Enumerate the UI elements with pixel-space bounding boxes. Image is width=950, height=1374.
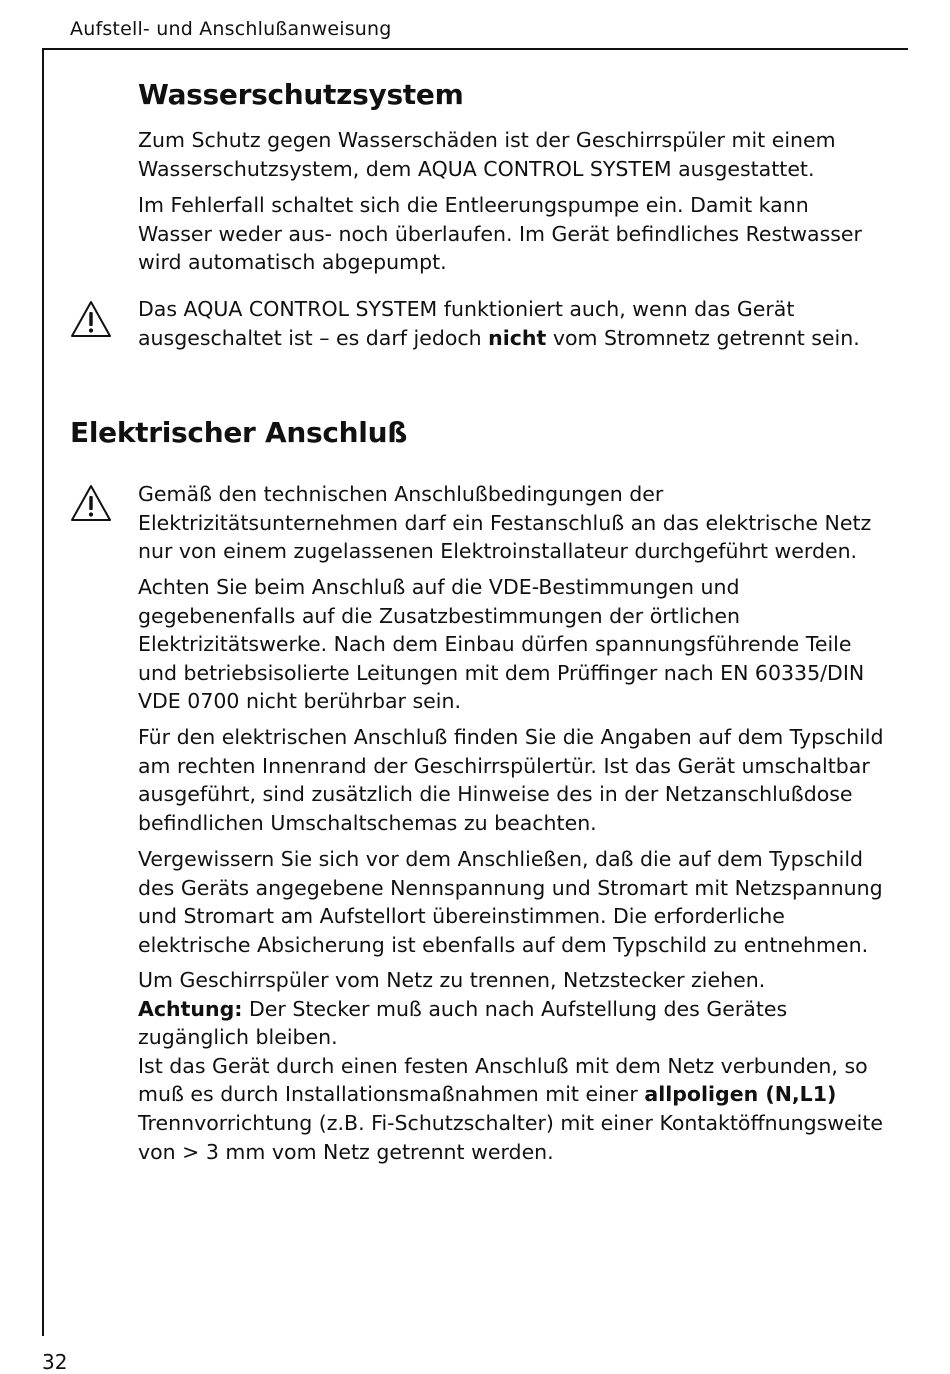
margin-rule [42,48,44,1336]
warning-text: Gemäß den technischen Anschlußbedingungen der Elektrizitätsunternehmen darf ein Festanschluß an das elektrische Netz nur von einem zugelassenen Elektroinstallateur durchgeführt werden. [138,482,872,564]
page-number: 32 [42,1350,68,1374]
paragraph: Zum Schutz gegen Wasserschäden ist der Geschirrspüler mit einem Wasserschutzsystem, dem AQUA CONTROL SYSTEM ausgestattet. [138,128,836,181]
warning-triangle-icon [70,300,112,338]
header-rule [42,48,908,50]
paragraph: Vergewissern Sie sich vor dem Anschließen, daß die auf dem Typschild des Geräts angegebene Nennspannung und Stromart mit Netzspannung und Stromart am Aufstellort übereinstimmen. Die erforderliche elektrische Absicherung ist ebenfalls auf dem Typschild zu entnehmen. [138,847,883,957]
disconnect-instructions [138,966,888,1166]
paragraph: Um Geschirrspüler vom Netz zu trennen, Netzstecker ziehen. [138,968,766,992]
section-heading-elektrischer-anschluss: Elektrischer Anschluß [70,416,408,449]
running-header: Aufstell- und Anschlußanweisung [70,18,392,40]
warning-text: Das AQUA CONTROL SYSTEM funktioniert auch, wenn das Gerät ausgeschaltet ist – es darf jedoch nicht vom Stromnetz getrennt sein. [138,297,860,350]
paragraph: Im Fehlerfall schaltet sich die Entleerungspumpe ein. Damit kann Wasser weder aus- noch überlaufen. Im Gerät befindliches Restwasser wird automatisch abgepumpt. [138,193,862,275]
section-heading-wasserschutzsystem: Wasserschutzsystem [138,78,464,111]
warning-triangle-icon [70,484,112,522]
paragraph: Achten Sie beim Anschluß auf die VDE-Bestimmungen und gegebenenfalls auf die Zusatzbestimmungen der örtlichen Elektrizitätswerke. Nach dem Einbau dürfen spannungsführende Teile und betriebsisolierte Leitungen mit dem Prüffinger nach EN 60335/DIN VDE 0700 nicht berührbar sein. [138,575,865,714]
paragraph: Ist das Gerät durch einen festen Anschluß mit dem Netz verbunden, so muß es durch Installationsmaßnahmen mit einer allpoligen (N,L1) Trennvorrichtung (z.B. Fi-Schutzschalter) mit einer Kontaktöffnungsweite von > 3 mm vom Netz getrennt werden. [138,1053,883,1164]
paragraph: Für den elektrischen Anschluß finden Sie die Angaben auf dem Typschild am rechten Innenrand der Geschirrspülertür. Ist das Gerät umschaltbar ausgeführt, sind zusätzlich die Hinweise des in der Netzanschlußdose befindlichen Umschaltschemas zu beachten. [138,725,884,835]
attention-note: Achtung: Der Stecker muß auch nach Aufstellung des Gerätes zugänglich bleiben. [138,996,788,1050]
